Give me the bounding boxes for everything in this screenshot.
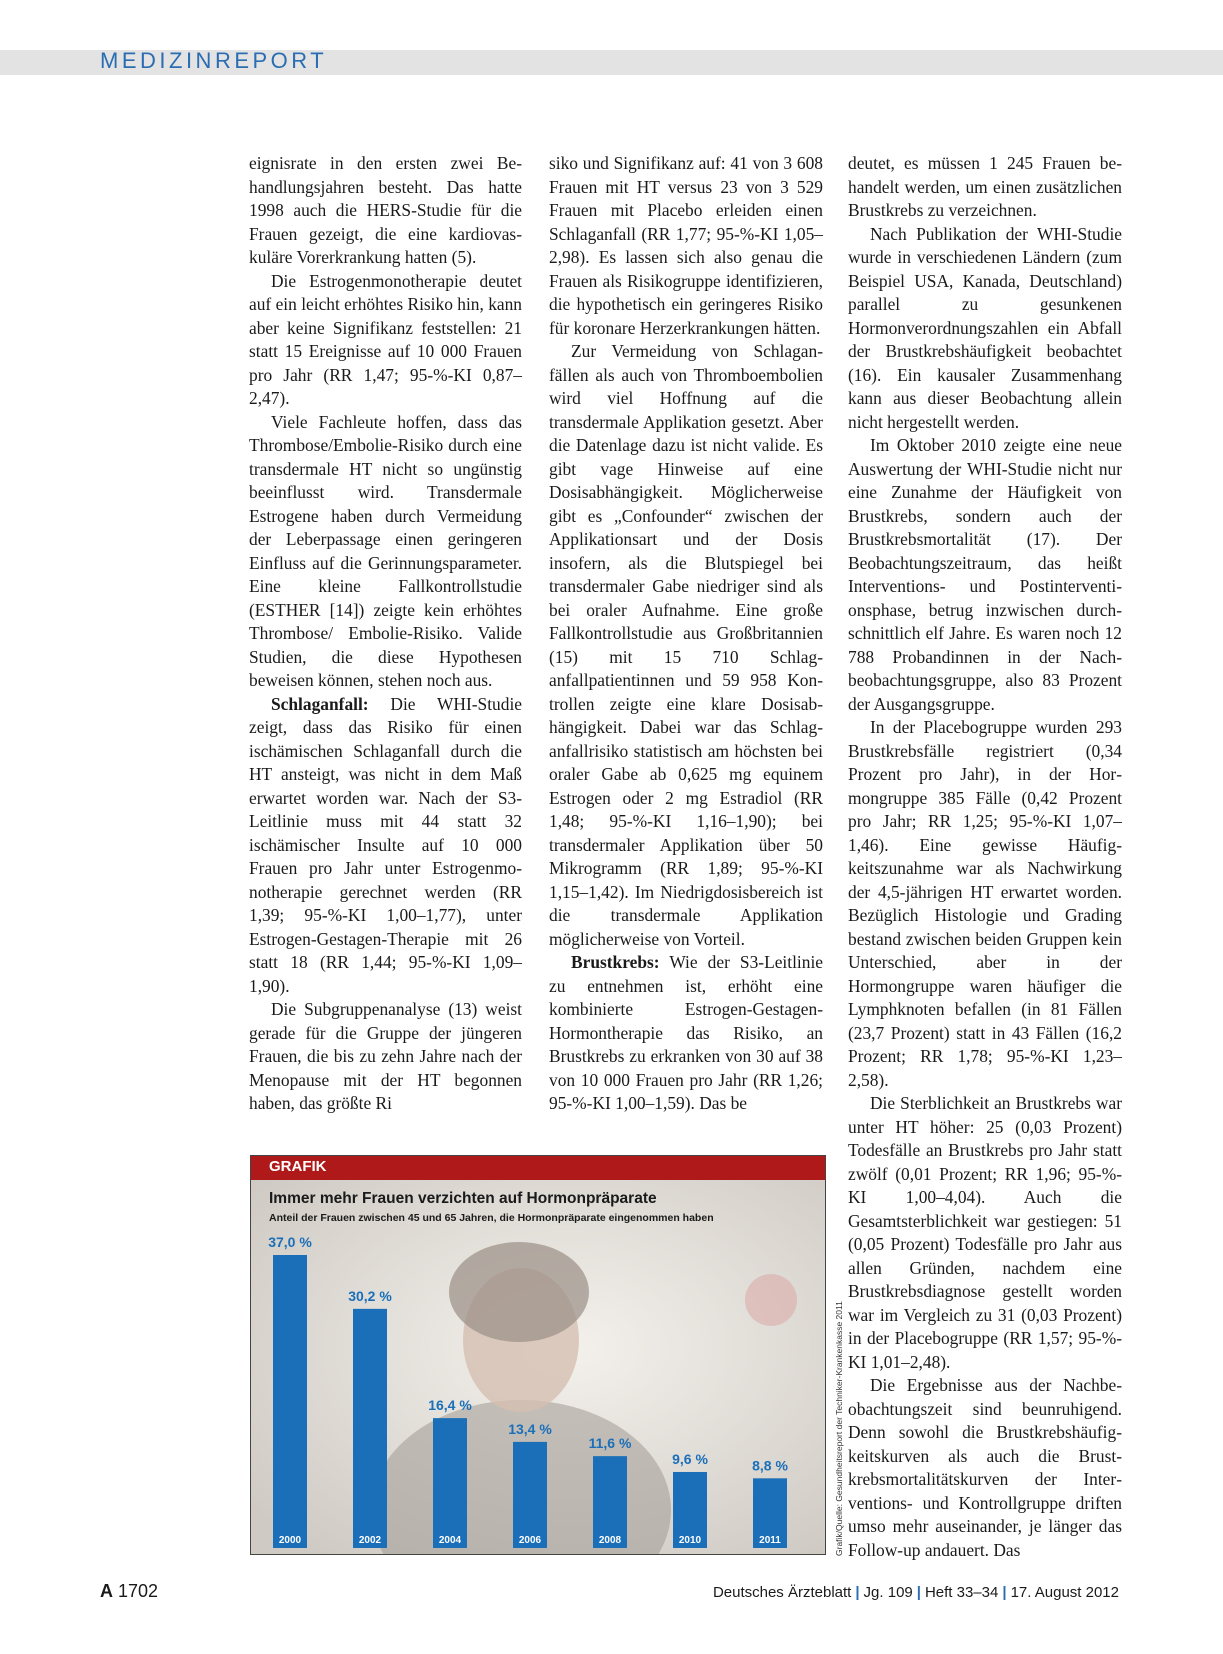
paragraph	[848, 716, 1122, 1092]
paragraph-text: deutet, es müssen 1 245 Frauen behandelt werden, um einen zusätzlichen Brustkrebs zu verzeichnen.	[848, 153, 1122, 220]
category-label: 2008	[598, 1535, 622, 1546]
paragraph-text: Wie der S3-Leitlinie zu entnehmen ist, erhöht eine kombinierte Estrogen-Gestagen-Hormontherapie das Risiko, an Brustkrebs zu erkranken von 30 auf 38 von 10 000 Frauen pro Jahr (RR 1,26; 95-%-KI 1,00–1,59). Das be	[549, 952, 823, 1113]
bar-2006	[513, 1442, 547, 1548]
value-label: 30,2 %	[348, 1287, 392, 1304]
bar-2000	[273, 1255, 307, 1548]
paragraph-text: Zur Vermeidung von Schlaganfällen als auch von Thromboembolien wird viel Hoffnung auf die transdermale Applikation gesetzt. Aber die Datenlage dazu ist nicht valide. Es gibt vage Hinweise auf eine Dosisabhängigkeit. Möglicherweise gibt es „Confounder“ zwischen der Applikationsart und der Dosis insofern, als die Blutspiegel bei transdermaler Gabe niedriger sind als bei oraler Aufnahme. Eine große Fallkontrollstudie aus Großbritannien (15) mit 15 710 Schlaganfallpatientinnen und 59 958 Kontrollen zeigte eine klare Dosisabhängigkeit. Dabei war das Schlaganfallrisiko statistisch am höchsten bei oraler Gabe ab 0,625 mg equinem Estrogen oder 2 mg Estradiol (RR 1,48; 95-%-KI 1,16–1,90); bei transdermaler Applikation über 50 Mikrogramm (RR 1,89; 95-%-KI 1,15–1,42). Im Niedrigdosisbereich ist die transdermale Applikation möglicherweise von Vorteil.	[549, 341, 823, 949]
paragraph	[249, 152, 522, 270]
grafik-box	[250, 1155, 826, 1555]
section-label: MEDIZINREPORT	[100, 48, 328, 73]
grafik-source-note: Grafik/Quelle: Gesundheitsreport der Techniker-Krankenkasse 2011	[834, 1301, 844, 1556]
category-label: 2011	[759, 1535, 781, 1546]
value-label: 11,6 %	[588, 1435, 632, 1452]
footer-separator: |	[1002, 1584, 1007, 1601]
paragraph	[549, 340, 823, 951]
page-prefix: A	[100, 1581, 113, 1601]
paragraph-text: Die Estrogenmonotherapie deutet auf ein leicht erhöhtes Risiko hin, kann aber keine Signifikanz feststellen: 21 statt 15 Ereignisse auf 10 000 Frauen pro Jahr (RR 1,47; 95-%-KI 0,87–2,47).	[249, 270, 522, 408]
paragraph	[549, 951, 823, 1116]
journal-volume: Jg. 109	[863, 1584, 913, 1601]
journal-name: Deutsches Ärzteblatt	[712, 1584, 852, 1601]
page-number	[100, 1581, 158, 1602]
category-label: 2004	[438, 1535, 462, 1546]
paragraph-lead: Brustkrebs:	[571, 952, 660, 972]
paragraph	[848, 1374, 1122, 1562]
bar-2004	[433, 1418, 467, 1548]
paragraph	[249, 693, 522, 999]
chart-title: Immer mehr Frauen verzichten auf Hormonpräparate	[269, 1190, 657, 1207]
category-label: 2002	[358, 1535, 382, 1546]
paragraph	[848, 223, 1122, 435]
journal-date: 17. August 2012	[1010, 1584, 1119, 1601]
paragraph-text: eignisrate in den ersten zwei Behandlungsjahren besteht. Das hatte 1998 auch die HERS-Studie für die Frauen gezeigt, die eine kardiovaskuläre Vorerkrankung hatten (5).	[249, 153, 522, 267]
category-label: 2006	[518, 1535, 542, 1546]
category-label: 2010	[678, 1535, 702, 1546]
chart-subtitle: Anteil der Frauen zwischen 45 und 65 Jahren, die Hormonpräparate eingenommen haben	[269, 1212, 714, 1224]
value-label: 13,4 %	[508, 1420, 552, 1437]
paragraph	[848, 1092, 1122, 1374]
text-column-1	[249, 152, 522, 1116]
paragraph-text: Viele Fachleute hoffen, dass das Thrombose/Embolie-Risiko durch eine transdermale HT nicht so ungünstig beeinflusst wird. Transdermale Estrogene haben durch Vermeidung der Leberpassage einen geringeren Einfluss auf die Gerinnungsparameter. Eine kleine Fallkontrollstudie (ESTHER [14]) zeigte kein erhöhtes Thrombose/ Embolie-Risiko. Valide Studien, die diese Hypothesen beweisen können, stehen noch aus.	[249, 411, 522, 690]
paragraph-text: Im Oktober 2010 zeigte eine neue Auswertung der WHI-Studie nicht nur eine Zunahme der Häufigkeit von Brustkrebs, sondern auch der Brustkrebsmortalität (17). Der Beobachtungszeitraum, das heißt Interventions- und Postinterventionsphase, betrug inzwischen durchschnittlich elf Jahre. Es waren noch 12 788 Probandinnen in der Nachbeobachtungsgruppe, also 83 Prozent der Ausgangsgruppe.	[848, 435, 1122, 714]
footer-separator: |	[916, 1584, 921, 1601]
value-label: 8,8 %	[752, 1457, 788, 1474]
paragraph	[249, 998, 522, 1116]
footer-separator: |	[855, 1584, 860, 1601]
category-label: 2000	[278, 1535, 302, 1546]
paragraph	[848, 152, 1122, 223]
paragraph-lead: Schlaganfall:	[271, 693, 369, 714]
paragraph-text: Die Ergebnisse aus der Nachbeobachtungszeit sind beunruhigend. Denn sowohl die Brustkrebshäufigkeitskurven als auch die Brustkrebsmortalitätskurven der Interventions- und Kontrollgruppe driften umso mehr auseinander, je länger das Follow-up andauert. Das	[848, 1375, 1122, 1560]
paragraph	[249, 270, 522, 411]
value-label: 9,6 %	[672, 1450, 708, 1467]
value-label: 37,0 %	[268, 1234, 312, 1250]
paragraph-text: Nach Publikation der WHI-Studie wurde in verschiedenen Ländern (zum Beispiel USA, Kanada, Deutschland) parallel zu gesunkenen Hormonverordnungszahlen ein Abfall der Brustkrebshäufigkeit beobachtet (16). Ein kausaler Zusammenhang kann aus dieser Beobachtung allein nicht hergestellt werden.	[848, 223, 1122, 432]
page-number-value: 1702	[118, 1581, 159, 1601]
paragraph-text: In der Placebogruppe wurden 293 Brustkrebsfälle registriert (0,34 Prozent pro Jahr), in der Hormongruppe 385 Fälle (0,42 Prozent pro Jahr; RR 1,25; 95-%-KI 1,07–1,46). Eine gewisse Häufigkeitszunahme war als Nachwirkung der 4,5-jährigen HT erwartet worden. Bezüglich Histologie und Grading bestand zwischen beiden Gruppen kein Unterschied, aber in der Hormongruppe waren häufiger die Lymphknoten befallen (in 81 Fällen (23,7 Prozent) statt in 43 Fällen (16,2 Prozent; RR 1,78; 95-%-KI 1,23–2,58).	[848, 717, 1122, 1090]
paragraph-text: Die WHI-Studie zeigt, dass das Risiko für einen ischämischen Schlaganfall durch die HT ansteigt, was nicht in dem Maß erwartet worden war. Nach der S3-Leitlinie muss mit 44 statt 32 ischämischer Insulte auf 10 000 Frauen pro Jahr unter Estrogenmonotherapie gerechnet werden (RR 1,39; 95-%-KI 1,00–1,77), unter Estrogen-Gestagen-Therapie mit 26 statt 18 (RR 1,44; 95-%-KI 1,09–1,90).	[249, 693, 522, 996]
paragraph	[848, 434, 1122, 716]
paragraph-text: siko und Signifikanz auf: 41 von 3 608 Frauen mit HT versus 23 von 3 529 Frauen mit Placebo erleiden einen Schlaganfall (RR 1,77; 95-%-KI 1,05–2,98). Es lassen sich also genau die Frauen als Risikogruppe identifizieren, die hypothetisch ein geringeres Risiko für koronare Herzerkrankungen hätten.	[549, 153, 823, 338]
grafik-label: GRAFIK	[269, 1158, 327, 1175]
value-label: 16,4 %	[428, 1397, 472, 1414]
journal-issue: Heft 33–34	[924, 1584, 999, 1601]
paragraph	[549, 152, 823, 340]
paragraph-text: Die Subgruppenanalyse (13) weist gerade für die Gruppe der jüngeren Frauen, die bis zu zehn Jahre nach der Menopause mit der HT begonnen haben, das größte Ri	[249, 999, 522, 1113]
text-column-2	[549, 152, 823, 1116]
bar-chart	[251, 1156, 825, 1554]
paragraph-text: Die Sterblichkeit an Brustkrebs war unter HT höher: 25 (0,03 Prozent) Todesfälle an Brustkrebs pro Jahr statt zwölf (0,01 Prozent; RR 1,96; 95-%-KI 1,00–4,04). Auch die Gesamtsterblichkeit war gestiegen: 51 (0,05 Prozent) Todesfälle pro Jahr aus allen Gründen, nachdem eine Brustkrebsdiagnose gestellt worden war im Vergleich zu 31 (0,03 Prozent) in der Placebogruppe (RR 1,57; 95-%-KI 1,01–2,48).	[848, 1093, 1122, 1372]
bar-2002	[353, 1309, 387, 1548]
text-column-3	[848, 152, 1122, 1562]
paragraph	[249, 411, 522, 693]
journal-footer	[713, 1584, 1119, 1601]
